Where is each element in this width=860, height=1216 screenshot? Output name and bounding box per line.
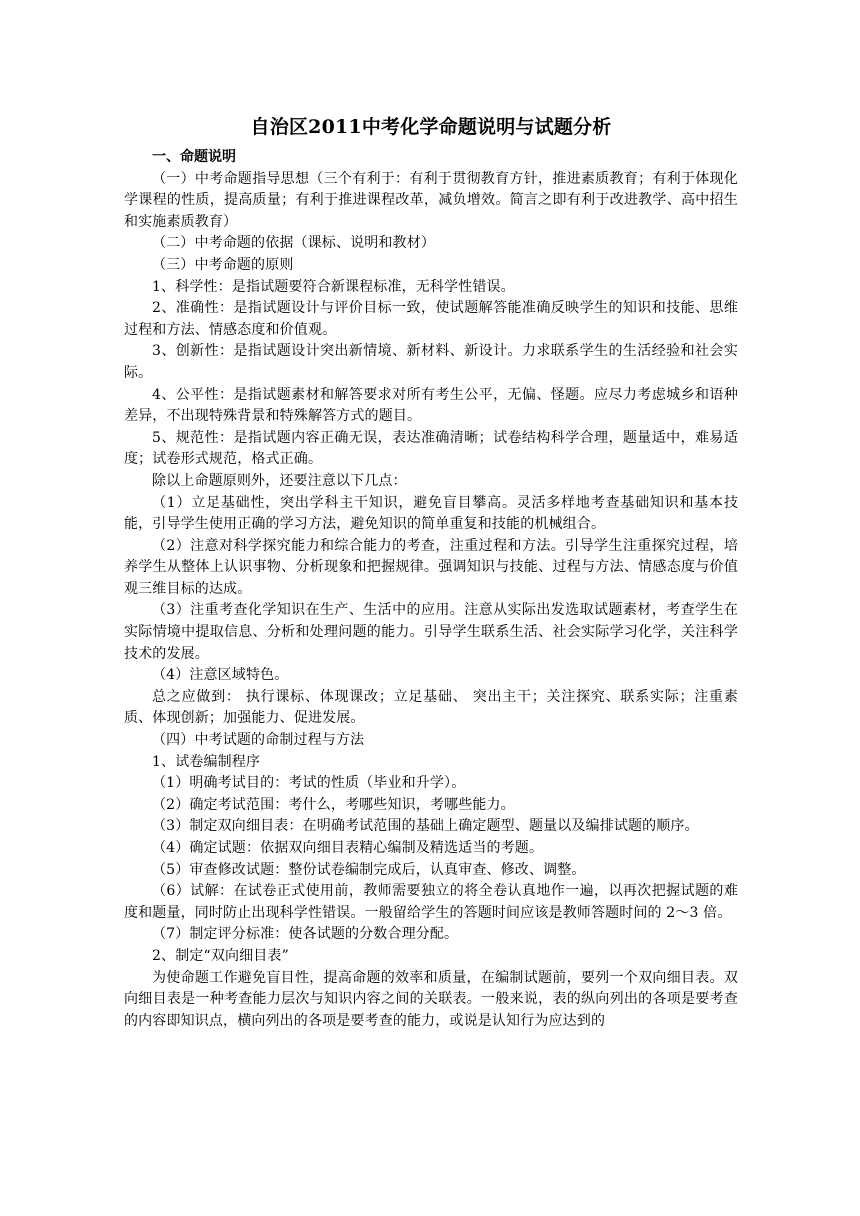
paragraph-accuracy: 2、准确性：是指试题设计与评价目标一致，使试题解答能准确反映学生的知识和技能、思维过程和方法、情感态度和价值观。 [124, 300, 738, 338]
paragraph-step-4: （4）确定试题：依据双向细目表精心编制及精选适当的考题。 [152, 840, 544, 856]
paragraph-process-heading: （四）中考试题的命制过程与方法 [152, 732, 365, 749]
paragraph-detail-table: 为使命题工作避免盲目性，提高命题的效率和质量，在编制试题前，要列一个双向细目表。双向细目表是一种考查能力层次与知识内容之间的关联表。一般来说，表的纵向列出的各项是要考查的内容即知识点，横向列出的各项是要考查的能力，或说是认知行为应达到的 [124, 969, 738, 1029]
paragraph-step-3: （3）制定双向细目表：在明确考试范围的基础上确定题型、题量以及编排试题的顺序。 [152, 818, 699, 835]
paragraph-additional-points: 除以上命题原则外，还要注意以下几点： [152, 472, 407, 489]
paragraph-step-7: （7）制定评分标准：使各试题的分数合理分配。 [152, 926, 459, 943]
paragraph-fairness: 4、公平性：是指试题素材和解答要求对所有考生公平，无偏、怪题。应尽力考虑城乡和语种差异，不出现特殊背景和特殊解答方式的题目。 [124, 386, 738, 425]
paragraph-summary: 总之应做到： 执行课标、体现课改；立足基础、 突出主干；关注探究、联系实际；注重素质、体现创新；加强能力、促进发展。 [124, 688, 738, 727]
paragraph-step-2: （2）确定考试范围：考什么，考哪些知识，考哪些能力。 [152, 796, 515, 813]
paragraph-scientific: 1、科学性：是指试题要符合新课程标准，无科学性错误。 [152, 278, 515, 295]
paragraph-guiding-ideology: （一）中考命题指导思想（三个有利于：有利于贯彻教育方针，推进素质教育；有利于体现化学课程的性质，提高质量；有利于推进课程改革，减负增效。简言之即有利于改进教学、高中招生和实施素质教育） [124, 170, 738, 230]
paragraph-innovation: 3、创新性：是指试题设计突出新情境、新材料、新设计。力求联系学生的生活经验和社会实际。 [124, 343, 738, 381]
paragraph-point-4: （4）注意区域特色。 [152, 667, 289, 684]
paragraph-procedure: 1、试卷编制程序 [152, 753, 261, 770]
paragraph-step-6: （6）试解：在试卷正式使用前，教师需要独立的将全卷认真地作一遍，以再次把握试题的难度和题量，同时防止出现科学性错误。一般留给学生的答题时间应该是教师答题时间的 2～3 倍。 [124, 883, 738, 921]
section-heading: 一、命题说明 [152, 149, 236, 165]
document-page [124, 113, 738, 1032]
paragraph-detail-table-heading: 2、制定“双向细目表” [152, 947, 289, 964]
paragraph-step-5: （5）审查修改试题：整份试卷编制完成后，认真审查、修改、调整。 [152, 861, 586, 878]
paragraph-standardization: 5、规范性：是指试题内容正确无误，表达准确清晰；试卷结构科学合理，题量适中，难易适度；试卷形式规范，格式正确。 [124, 429, 738, 468]
paragraph-basis: （二）中考命题的依据（课标、说明和教材） [152, 235, 435, 252]
paragraph-point-3: （3）注重考查化学知识在生产、生活中的应用。注意从实际出发选取试题素材，考查学生在实际情境中提取信息、分析和处理问题的能力。引导学生联系生活、社会实际学习化学，关注科学技术的发展。 [124, 602, 738, 662]
paragraph-point-2: （2）注意对科学探究能力和综合能力的考查，注重过程和方法。引导学生注重探究过程，培养学生从整体上认识事物、分析现象和把握规律。强调知识与技能、过程与方法、情感态度与价值观三维目标的达成。 [124, 537, 738, 597]
paragraph-point-1: （1）立足基础性，突出学科主干知识，避免盲目攀高。灵活多样地考查基础知识和基本技能，引导学生使用正确的学习方法，避免知识的简单重复和技能的机械组合。 [124, 494, 738, 533]
document-title: 自治区2011中考化学命题说明与试题分析 [250, 116, 612, 138]
paragraph-step-1: （1）明确考试目的：考试的性质（毕业和升学）。 [152, 775, 466, 792]
paragraph-principles: （三）中考命题的原则 [152, 256, 294, 273]
